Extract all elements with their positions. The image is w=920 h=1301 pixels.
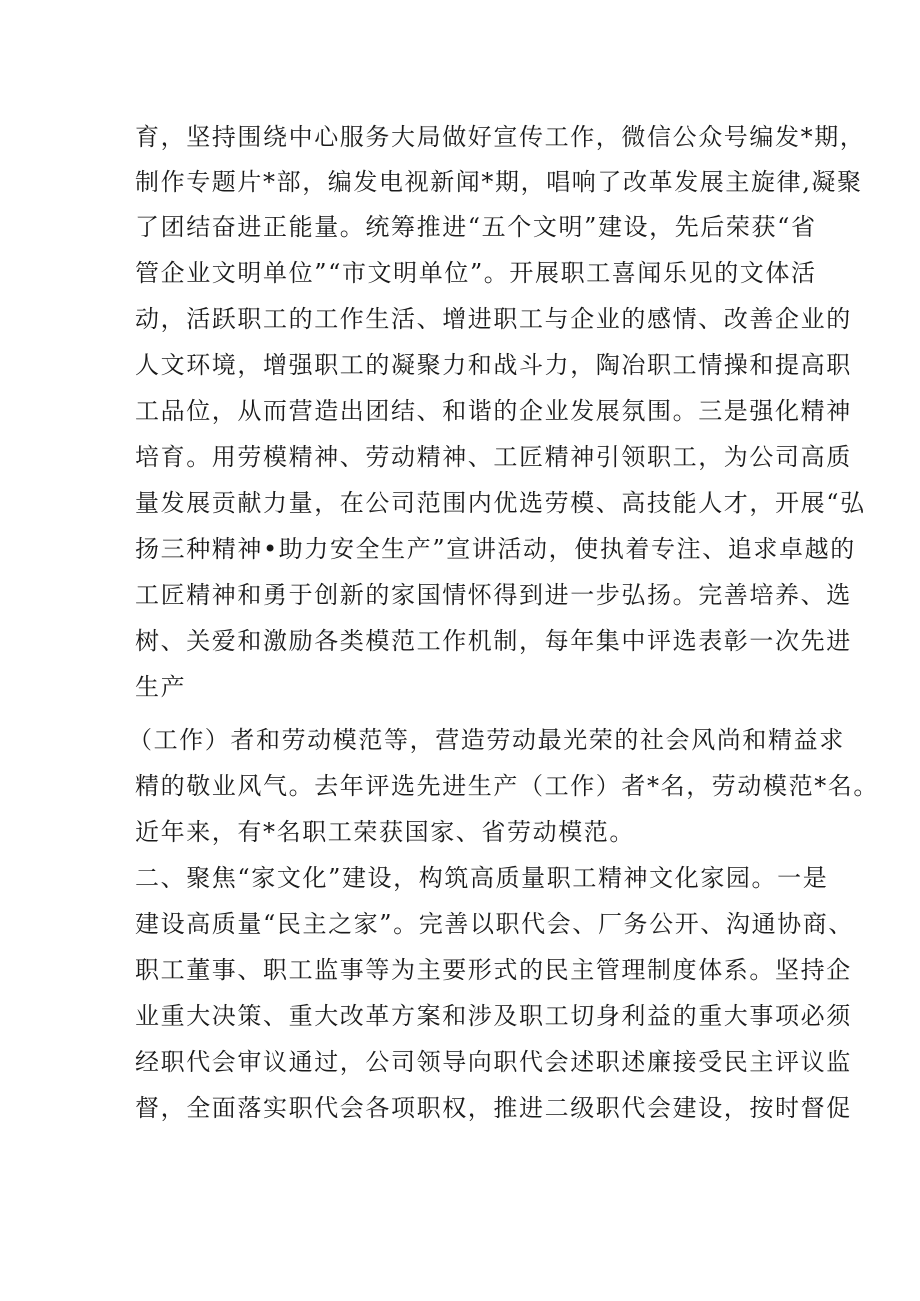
- text-line: 业重大决策、重大改革方案和涉及职工切身利益的重大事项必须: [135, 1002, 852, 1030]
- text-line: 生产: [135, 673, 187, 701]
- text-line: 职工董事、职工监事等为主要形式的民主管理制度体系。坚持企: [135, 956, 852, 984]
- text-line: 管企业文明单位”“市文明单位”。开展职工喜闻乐见的文体活: [135, 259, 817, 287]
- text-line: 二、聚焦“家文化”建设，构筑高质量职工精神文化家园。一是: [135, 864, 829, 892]
- text-line: 量发展贡献力量，在公司范围内优选劳模、高技能人才，开展“弘: [135, 489, 866, 517]
- text-line: 工品位，从而营造出团结、和谐的企业发展氛围。三是强化精神: [135, 397, 852, 425]
- text-line: （工作）者和劳动模范等，营造劳动最光荣的社会风尚和精益求: [128, 726, 845, 754]
- text-line: 人文环境，增强职工的凝聚力和战斗力，陶冶职工情操和提高职: [135, 351, 852, 379]
- text-line: 动，活跃职工的工作生活、增进职工与企业的感情、改善企业的: [135, 305, 852, 333]
- text-line: 建设高质量“民主之家”。完善以职代会、厂务公开、沟通协商、: [135, 910, 854, 938]
- text-line: 近年来，有*名职工荣获国家、省劳动模范。: [135, 818, 635, 846]
- text-line: 制作专题片*部，编发电视新闻*期，唱响了改革发展主旋律,凝聚: [135, 168, 863, 196]
- text-line: 育，坚持围绕中心服务大局做好宣传工作，微信公众号编发*期，: [135, 123, 866, 151]
- text-line: 督，全面落实职代会各项职权，推进二级职代会建设，按时督促: [135, 1094, 852, 1122]
- text-line: 扬三种精神•助力安全生产”宣讲活动，使执着专注、追求卓越的: [135, 535, 856, 563]
- text-line: 经职代会审议通过，公司领导向职代会述职述廉接受民主评议监: [135, 1048, 852, 1076]
- text-line: 工匠精神和勇于创新的家国情怀得到进一步弘扬。完善培养、选: [135, 581, 852, 609]
- text-line: 精的敬业风气。去年评选先进生产（工作）者*名，劳动模范*名。: [135, 772, 879, 800]
- text-line: 了团结奋进正能量。统筹推进“五个文明”建设，先后荣获“省: [135, 213, 817, 241]
- text-line: 树、关爱和激励各类模范工作机制，每年集中评选表彰一次先进: [135, 627, 852, 655]
- text-line: 培育。用劳模精神、劳动精神、工匠精神引领职工，为公司高质: [135, 443, 852, 471]
